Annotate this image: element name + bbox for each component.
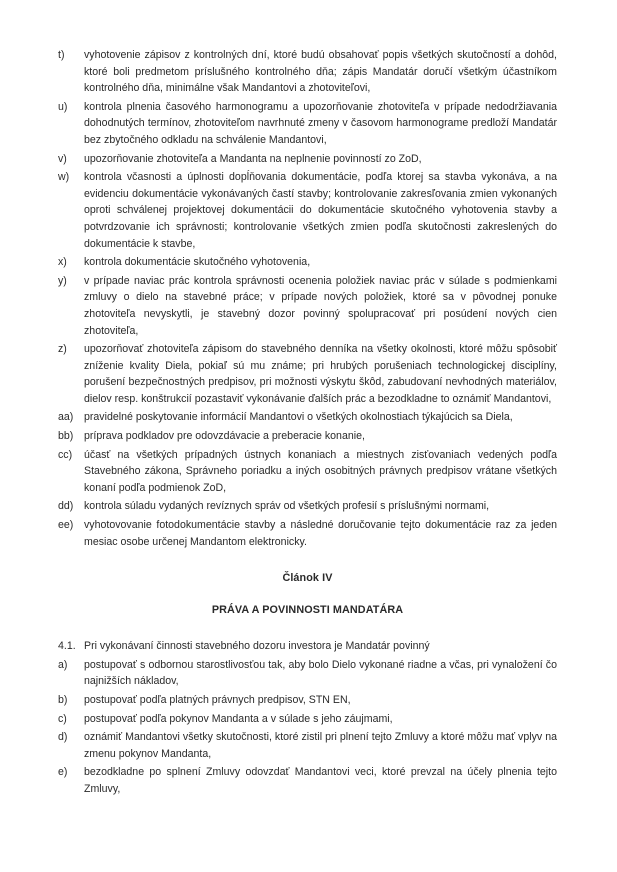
list-item-text: vyhotovovanie fotodokumentácie stavby a následné doručovanie tejto dokumentácie raz za jeden mesiac osobe určenej Mandantom elektronicky. bbox=[84, 519, 557, 548]
list-marker: bb) bbox=[58, 430, 74, 443]
list-item-text: pravidelné poskytovanie informácií Mandantovi o všetkých okolnostiach týkajúcich sa Diela, bbox=[84, 411, 513, 424]
list-item-text: postupovať s odbornou starostlivosťou tak, aby bolo Dielo vykonané riadne a včas, pri vynaložení čo najnižších nákladov, bbox=[84, 658, 557, 688]
clause-intro-text: Pri vykonávaní činnosti stavebného dozoru investora je Mandatár povinný bbox=[84, 640, 430, 653]
clause-intro bbox=[58, 638, 557, 655]
list-marker: b) bbox=[58, 694, 68, 706]
list-marker: x) bbox=[58, 256, 67, 269]
list-item-c bbox=[58, 711, 557, 728]
list-marker: t) bbox=[58, 49, 65, 61]
list-item-t bbox=[58, 47, 557, 97]
list-item-text: účasť na všetkých prípadných ústnych konaniach a miestnych zisťovaniach vedených podľa Stavebného zákona, Správneho poriadku a iných osobitných právnych predpisov vrátane všetkých konaní podľa podmienok ZoD, bbox=[84, 448, 557, 494]
list-marker: ee) bbox=[58, 519, 74, 532]
list-marker: z) bbox=[58, 343, 67, 356]
list-marker: aa) bbox=[58, 411, 74, 424]
list-item-v bbox=[58, 151, 557, 168]
list-marker: a) bbox=[58, 658, 68, 671]
list-marker: dd) bbox=[58, 500, 74, 513]
list-item-w bbox=[58, 169, 557, 252]
list-marker: cc) bbox=[58, 448, 73, 461]
list-item-a bbox=[58, 657, 557, 690]
list-item-dd bbox=[58, 498, 557, 515]
list-item-text: kontrola včasnosti a úplnosti dopĺňovania dokumentácie, podľa ktorej sa stavba vykonáva, a na evidenciu dokumentácie vykonávaných častí stavby; kontrolovanie zakresľovania zmien vykonaných oproti schválenej projektovej dokumentácii do dokumentácie skutočného vyhotovenia stavby a potvrdzovanie ich správnosti; kontrolovanie všetkých zmien podľa skutočnosti zakreslených do dokumentácie k stavbe, bbox=[84, 171, 557, 250]
list-item-z bbox=[58, 341, 557, 407]
list-item-text: príprava podkladov pre odovzdávacie a preberacie konanie, bbox=[84, 430, 365, 443]
list-item-aa bbox=[58, 409, 557, 426]
list-item-text: kontrola súladu vydaných revíznych správ od všetkých profesií s príslušnými normami, bbox=[84, 500, 490, 513]
list-item-b bbox=[58, 692, 557, 709]
list-marker: y) bbox=[58, 274, 67, 287]
list-item-e bbox=[58, 764, 557, 797]
list-item-text: bezodkladne po splnení Zmluvy odovzdať Mandantovi veci, ktoré prevzal na účely plnenia tejto Zmluvy, bbox=[84, 766, 557, 795]
list-item-text: postupovať podľa pokynov Mandanta a v súlade s jeho záujmami, bbox=[84, 712, 393, 725]
list-item-text: postupovať podľa platných právnych predpisov, STN EN, bbox=[84, 694, 351, 706]
list-item-ee bbox=[58, 517, 557, 550]
duties-list-continued bbox=[58, 47, 557, 550]
list-marker: v) bbox=[58, 152, 67, 165]
article-subtitle: PRÁVA A POVINNOSTI MANDATÁRA bbox=[211, 604, 404, 617]
list-marker: u) bbox=[58, 100, 68, 113]
list-item-y bbox=[58, 273, 557, 339]
clause-number: 4.1. bbox=[58, 640, 76, 653]
clause-4-1 bbox=[58, 638, 557, 797]
list-item-x bbox=[58, 254, 557, 271]
list-marker: w) bbox=[58, 171, 70, 184]
list-item-d bbox=[58, 729, 557, 762]
list-item-text: upozorňovanie zhotoviteľa a Mandanta na neplnenie povinností zo ZoD, bbox=[84, 152, 422, 165]
list-marker: e) bbox=[58, 766, 68, 779]
list-item-text: vyhotovenie zápisov z kontrolných dní, ktoré budú obsahovať popis všetkých skutočností a dohôd, ktoré boli predmetom príslušného kontrolného dňa; zápis Mandatár doručí všetkým účastníkom kontrolného dňa, minimálne však Mandantovi a zhotoviteľovi, bbox=[84, 49, 557, 95]
article-title: Článok IV bbox=[282, 572, 333, 585]
list-item-text: oznámiť Mandantovi všetky skutočnosti, ktoré zistil pri plnení tejto Zmluvy a ktoré môžu mať vplyv na zmenu pokynov Mandanta, bbox=[84, 731, 557, 760]
list-item-u bbox=[58, 99, 557, 149]
list-item-cc bbox=[58, 447, 557, 497]
list-marker: d) bbox=[58, 731, 68, 744]
list-marker: c) bbox=[58, 712, 67, 725]
list-item-bb bbox=[58, 428, 557, 445]
list-item-text: kontrola plnenia časového harmonogramu a upozorňovanie zhotoviteľa v prípade nedodržiavania dohodnutých termínov, zhotoviteľom navrhnuté zmeny v časovom harmonograme predloží Mandatár bez zbytočného odkladu na schválenie Mandantovi, bbox=[84, 100, 557, 146]
list-item-text: upozorňovať zhotoviteľa zápisom do stavebného denníka na všetky okolnosti, ktoré môžu spôsobiť zníženie kvality Diela, pokiaľ sú mu známe; pri hrubých porušeniach technologickej disciplíny, porušení bezpečnostných predpisov, pri možnosti výskytu škôd, zabudovaní nevhodných materiálov, dielov resp. konštrukcií pozastaviť vykonávanie ďalších prác a bezodkladne to oznámiť Mandantovi, bbox=[84, 343, 557, 405]
list-item-text: v prípade naviac prác kontrola správnosti ocenenia položiek naviac prác v súlade s podmienkami zmluvy o dielo na stavebné práce; v prípade nových položiek, ktoré sa v pôvodnej ponuke zhotoviteľa nevyskytli, je stavebný dozor povinný spolupracovať pri posúdení nových cien zhotoviteľa, bbox=[84, 274, 557, 337]
list-item-text: kontrola dokumentácie skutočného vyhotovenia, bbox=[84, 256, 311, 269]
